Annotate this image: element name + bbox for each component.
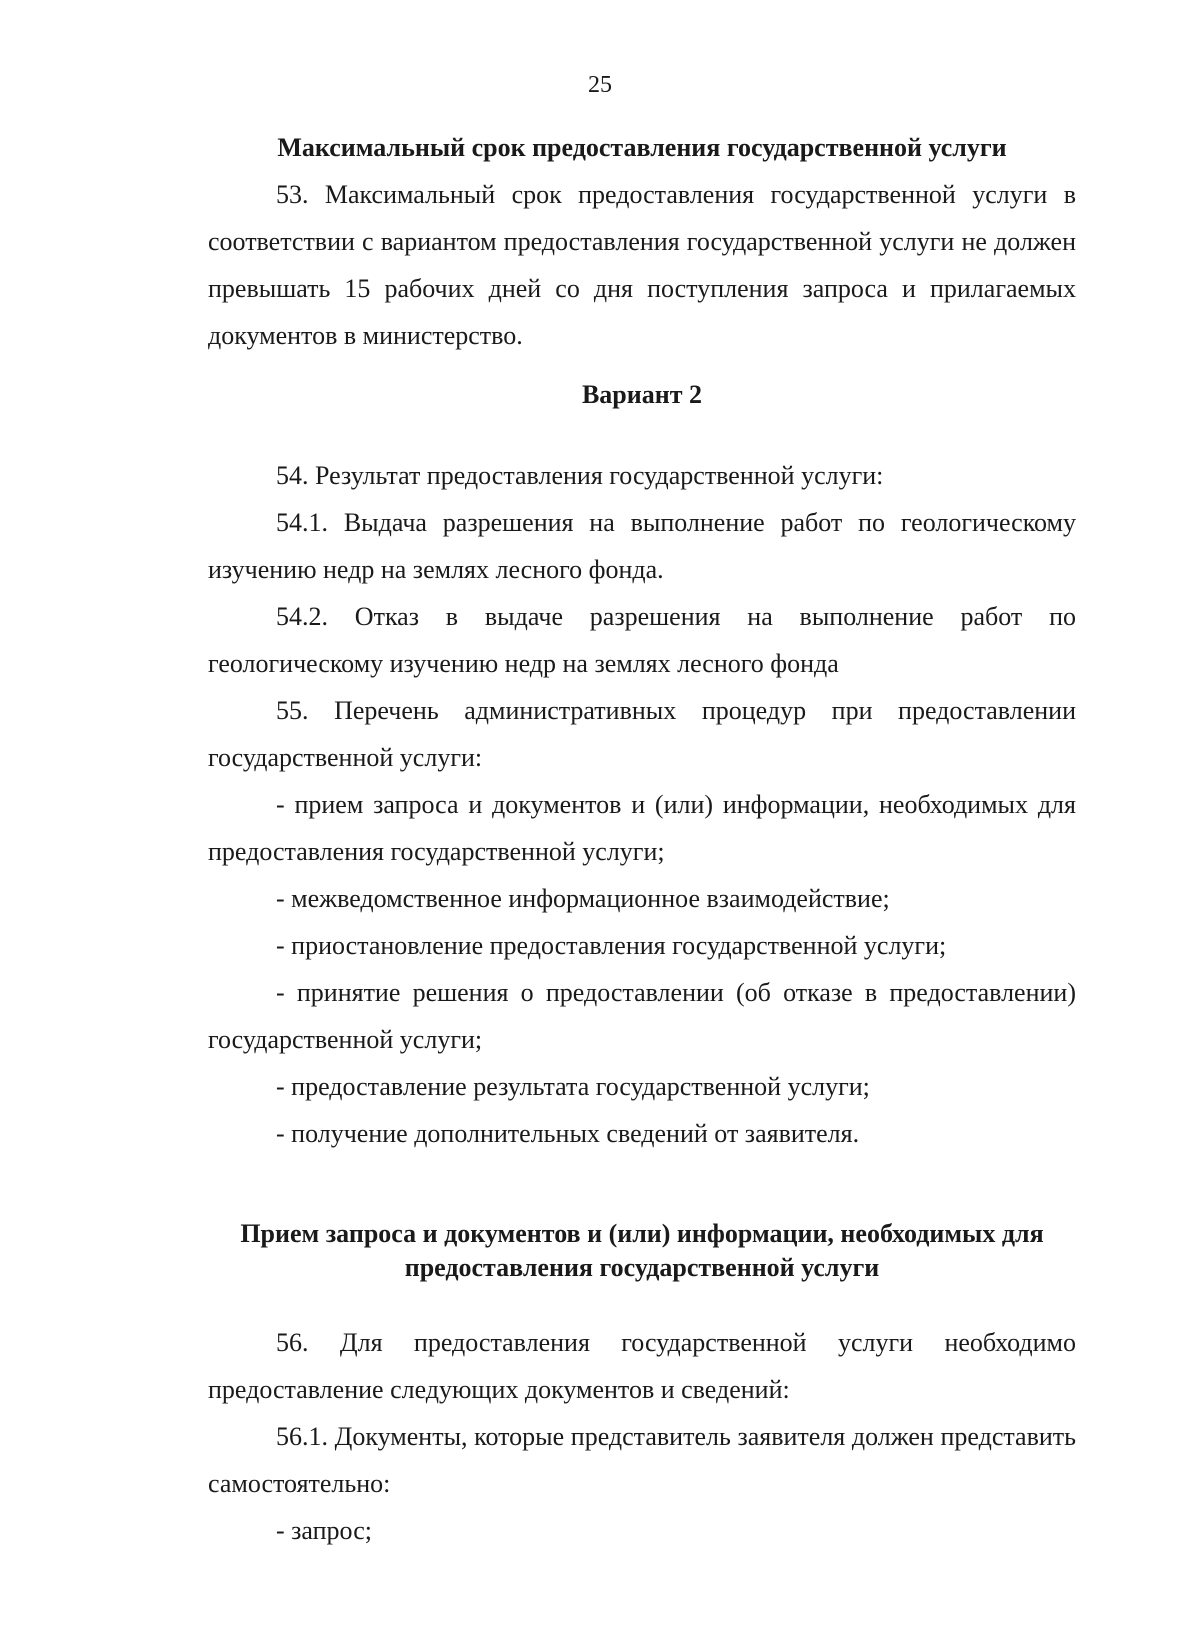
list-item: - предоставление результата государственной услуги; [276, 1072, 870, 1101]
paragraph-54: 54. Результат предоставления государственной услуги: [276, 461, 884, 490]
paragraph-56-1: 56.1. Документы, которые представитель заявителя должен представить самостоятельно: [208, 1422, 1076, 1498]
paragraph-53: 53. Максимальный срок предоставления государственной услуги в соответствии с вариантом предоставления государственной услуги не должен превышать 15 рабочих дней со дня поступления запроса и прилагаемых документов в министерство. [208, 180, 1076, 350]
list-item: - получение дополнительных сведений от заявителя. [276, 1119, 860, 1148]
section-heading-variant-2: Вариант 2 [581, 380, 703, 409]
list-item: - межведомственное информационное взаимодействие; [276, 884, 890, 913]
list-item: - прием запроса и документов и (или) информации, необходимых для предоставления государственной услуги; [208, 790, 1076, 866]
paragraph-54-1: 54.1. Выдача разрешения на выполнение работ по геологическому изучению недр на землях лесного фонда. [208, 508, 1076, 584]
paragraph-56: 56. Для предоставления государственной услуги необходимо предоставление следующих документов и сведений: [208, 1328, 1076, 1404]
heading-line: предоставления государственной услуги [404, 1253, 880, 1282]
heading-line: Прием запроса и документов и (или) информации, необходимых для [240, 1219, 1044, 1248]
section-heading-request-reception [208, 1217, 1076, 1285]
paragraph-55: 55. Перечень административных процедур при предоставлении государственной услуги: [208, 696, 1076, 772]
list-item: - приостановление предоставления государственной услуги; [276, 931, 947, 960]
document-body [208, 124, 1076, 1554]
list-item: - запрос; [276, 1516, 372, 1545]
list-item: - принятие решения о предоставлении (об отказе в предоставлении) государственной услуги; [208, 978, 1076, 1054]
section-heading-max-term: Максимальный срок предоставления государственной услуги [277, 133, 1007, 162]
paragraph-54-2: 54.2. Отказ в выдаче разрешения на выполнение работ по геологическому изучению недр на землях лесного фонда [208, 602, 1076, 678]
page-number: 25 [588, 72, 612, 98]
